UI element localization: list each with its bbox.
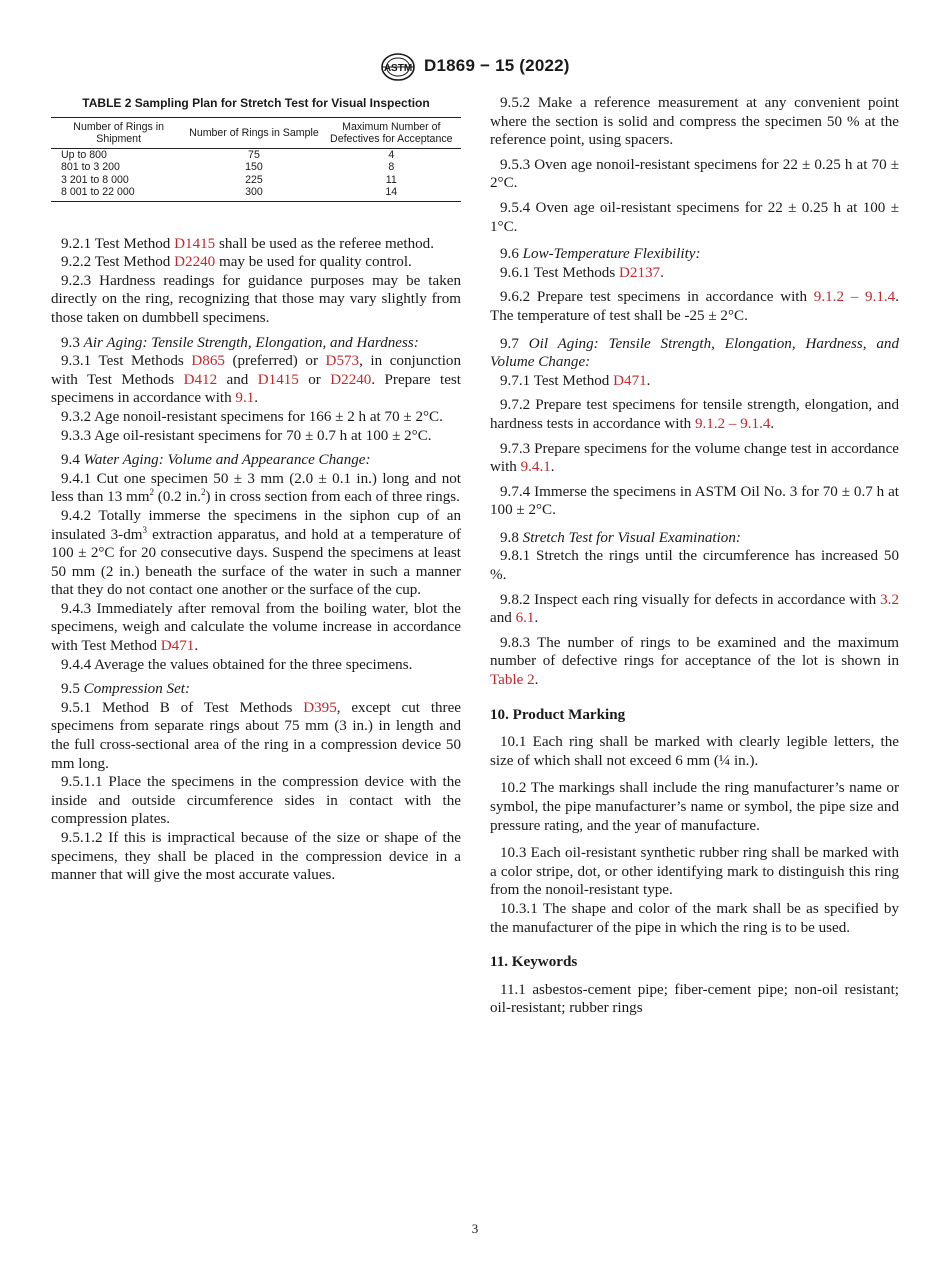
link-d573[interactable]: D573 [325,353,360,370]
link-9-1[interactable]: 9.1 [235,390,255,407]
paragraph-9-4-2: 9.4.2 Totally immerse the specimens in the siphon cup of an insulated $3-dm^3$ extraction apparatus, and hold at a temperature of 100 ± 2°C for 20 consecutive days. Suspend the specimens at least 50 mm (2 in.) beneath the surface of the water in such a manner that they do not contact one another or the surface of the cup. [51,507,461,599]
sampling-plan-table [51,117,461,202]
link-d2240[interactable]: D2240 [330,371,372,388]
table-header-cell: Maximum Number of Defectives for Acceptance [322,117,461,148]
paragraph-9-7-4: 9.7.4 Immerse the specimens in ASTM Oil No. 3 for 70 ± 0.7 h at 100 ± 2°C. [490,483,899,519]
table-cell: 150 [245,161,263,174]
table-cell: 300 [186,186,321,201]
paragraph-9-5-4: 9.5.4 Oven age oil-resistant specimens for 22 ± 0.25 h at 100 ± 1°C. [490,199,899,235]
link-d412[interactable]: D412 [183,371,218,388]
link-9-4-1[interactable]: 9.4.1 [520,459,551,476]
paragraph-9-6-1: 9.6.1 Test Methods D2137. [500,264,664,281]
table-header-cell: Number of Rings in Sample [186,117,321,148]
link-table-2[interactable]: Table 2 [490,672,535,689]
link-9-1-2-to-9-1-4[interactable]: 9.1.2 – 9.1.4 [694,415,771,432]
section-heading-9-3: 9.3 Air Aging: Tensile Strength, Elongation, and Hardness: [61,334,419,351]
link-d471[interactable]: D471 [160,638,195,655]
paragraph-10-2: 10.2 The markings shall include the ring manufacturer’s name or symbol, the pipe manufacturer’s name or symbol, the pipe size and pressure rating, and the year of manufacture. [490,780,899,834]
table-row [51,186,461,201]
section-heading-11: 11. Keywords [490,954,578,971]
table-cell: 4 [388,148,395,161]
table-header-cell: Number of Rings in Shipment [51,117,186,148]
paragraph-9-5-1: 9.5.1 Method B of Test Methods D395, except cut three specimens from separate rings about 75 mm (3 in.) in length and the full cross-sectional area of the ring in a compression device 50 mm long. [51,699,461,772]
table-cell: 75 [248,148,260,161]
link-3-2[interactable]: 3.2 [880,591,899,608]
page-header [0,52,950,82]
table-cell: 8 001 to 22 000 [51,186,186,201]
table-row [51,161,461,174]
paragraph-9-5-3: 9.5.3 Oven age nonoil-resistant specimens for 22 ± 0.25 h at 70 ± 2°C. [490,156,899,192]
paragraph-9-5-1-1: 9.5.1.1 Place the specimens in the compression device with the inside and outside circumference sides in contact with the compression plates. [51,774,461,828]
section-heading-9-4: 9.4 Water Aging: Volume and Appearance Change: [61,452,371,469]
right-column [490,94,899,1018]
link-d471[interactable]: D471 [613,372,647,389]
paragraph-9-7-1: 9.7.1 Test Method D471. [500,372,651,389]
section-heading-9-5: 9.5 Compression Set: [61,681,190,698]
paragraph-9-7-2: 9.7.2 Prepare test specimens for tensile strength, elongation, and hardness tests in accordance with 9.1.2 – 9.1.4. [490,397,899,432]
paragraph-9-6-2: 9.6.2 Prepare test specimens in accordance with 9.1.2 – 9.1.4. The temperature of test shall be -25 ± 2°C. [490,289,899,324]
link-d1415[interactable]: D1415 [257,371,299,388]
paragraph-9-5-1-2: 9.5.1.2 If this is impractical because of the size or shape of the specimens, they shall be placed in the compression device in a manner that will give the most accurate values. [51,830,461,884]
table-title: TABLE 2 Sampling Plan for Stretch Test for Visual Inspection [82,96,430,110]
link-d395[interactable]: D395 [303,699,337,716]
paragraph-9-3-3: 9.3.3 Age oil-resistant specimens for 70 ± 0.7 h at 100 ± 2°C. [61,427,432,444]
paragraph-9-8-2: 9.8.2 Inspect each ring visually for defects in accordance with 3.2 and 6.1. [490,591,899,627]
paragraph-9-8-1: 9.8.1 Stretch the rings until the circumference has increased 50 %. [490,548,899,584]
link-9-1-2-to-9-1-4[interactable]: 9.1.2 – 9.1.4 [813,289,896,306]
table-cell: 3 201 to 8 000 [61,173,129,186]
link-d865[interactable]: D865 [191,353,225,370]
table-cell: Up to 800 [61,148,107,161]
table-cell: 8 [388,161,395,174]
page-number: 3 [471,1221,479,1236]
section-heading-9-8: 9.8 Stretch Test for Visual Examination: [500,529,741,546]
paragraph-9-2-1: 9.2.1 Test Method D1415 shall be used as the referee method. [61,235,434,252]
paragraph-9-4-1: 9.4.1 Cut one specimen 50 ± 3 mm (2.0 ± 0.1 in.) long and not less than 13 $mm^2$ (0.2 in.$^2$) in cross section from each of three rings. [51,470,461,506]
table-header-row [51,117,461,148]
document-designation: D1869 − 15 (2022) [424,56,570,75]
table-row [51,148,461,161]
paragraph-9-8-3: 9.8.3 The number of rings to be examined and the maximum number of defective rings for acceptance of the lot is shown in Table 2. [490,634,899,689]
paragraph-10-3-1: 10.3.1 The shape and color of the mark shall be as specified by the manufacturer of the pipe in which the ring is to be used. [490,900,899,936]
section-heading-10: 10. Product Marking [490,706,626,723]
paragraph-9-5-2: 9.5.2 Make a reference measurement at any convenient point where the section is solid and compress the specimen 50 % at the reference point, using spacers. [490,95,899,149]
paragraph-9-4-3: 9.4.3 Immediately after removal from the boiling water, blot the specimens, weigh and calculate the volume increase in accordance with Test Method D471. [51,600,461,655]
link-d2240[interactable]: D2240 [174,254,216,271]
table-cell: 14 [322,186,461,201]
table-cell: 11 [385,173,397,186]
table-cell: 225 [245,173,263,186]
paragraph-9-2-2: 9.2.2 Test Method D2240 may be used for quality control. [61,254,412,271]
link-d2137[interactable]: D2137 [619,264,661,281]
paragraph-9-3-1: 9.3.1 Test Methods D865 (preferred) or D573, in conjunction with Test Methods D412 and D1415 or D2240. Prepare test specimens in accordance with 9.1. [51,353,461,407]
table-row [51,174,461,187]
paragraph-10-3: 10.3 Each oil-resistant synthetic rubber ring shall be marked with a color stripe, dot, or other identifying mark to distinguish this ring from the nonoil-resistant type. [490,845,899,899]
link-d1415[interactable]: D1415 [174,235,216,252]
astm-logo-icon [380,52,416,82]
logo-text: ASTM [383,63,413,74]
paragraph-10-1: 10.1 Each ring shall be marked with clearly legible letters, the size of which shall not exceed 6 mm (¼ in.). [490,734,899,769]
paragraph-9-2-3: 9.2.3 Hardness readings for guidance purposes may be taken directly on the ring, recognizing that those may vary slightly from those taken on dumbbell specimens. [51,272,461,326]
paragraph-9-3-2: 9.3.2 Age nonoil-resistant specimens for 166 ± 2 h at 70 ± 2°C. [61,408,443,425]
left-column [51,94,461,885]
table-cell: 801 to 3 200 [61,161,120,174]
paragraph-11-1: 11.1 asbestos-cement pipe; fiber-cement pipe; non-oil resistant; oil-resistant; rubber rings [490,981,899,1017]
section-heading-9-6: 9.6 Low-Temperature Flexibility: [500,246,701,263]
paragraph-9-7-3: 9.7.3 Prepare specimens for the volume change test in accordance with 9.4.1. [490,440,899,476]
section-heading-9-7: 9.7 Oil Aging: Tensile Strength, Elongation, Hardness, and Volume Change: [490,335,900,371]
link-6-1[interactable]: 6.1 [515,610,535,627]
paragraph-9-4-4: 9.4.4 Average the values obtained for the three specimens. [61,656,413,673]
